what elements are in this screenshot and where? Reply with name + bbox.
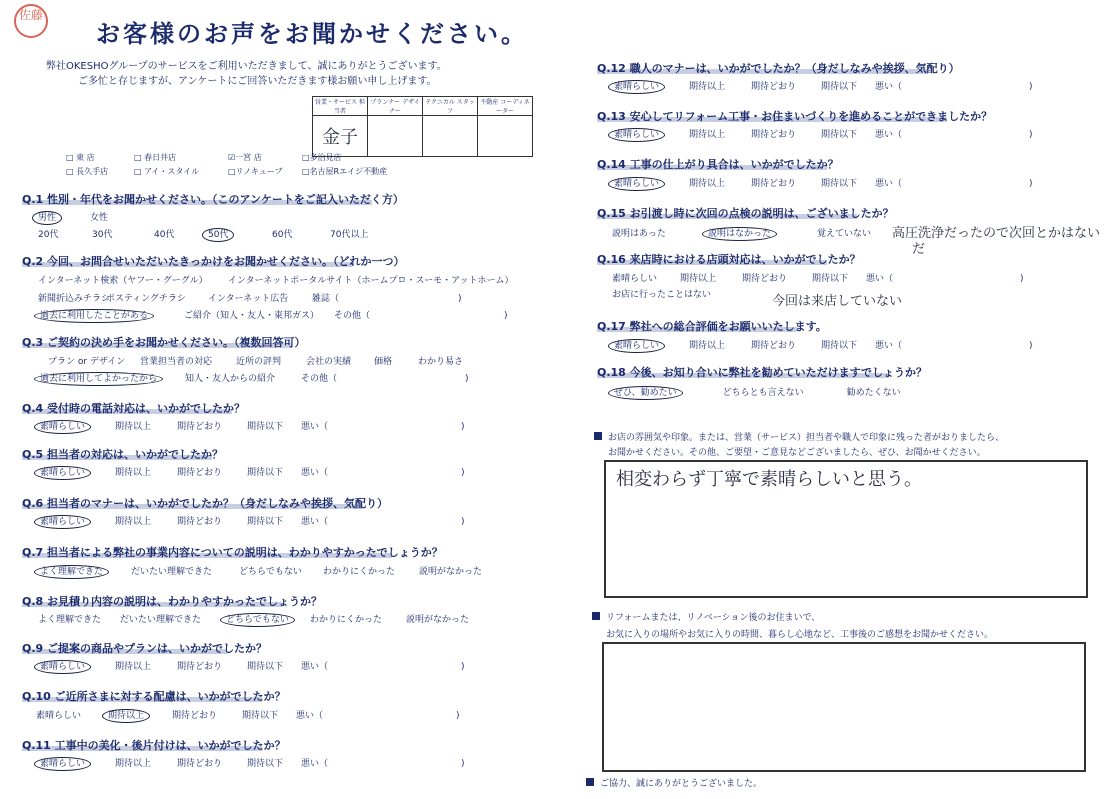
paren: ) xyxy=(1020,274,1024,284)
option[interactable]: 20代 xyxy=(38,230,59,240)
q9-label: Q.9 ご提案の商品やプランは、いかがでしたか？ xyxy=(22,642,268,655)
staff-table xyxy=(312,96,533,157)
option-selected[interactable]: どちらでもない xyxy=(220,613,295,627)
comment2-prompt: リフォームまたは、リノベーション後のお住まいで、 xyxy=(592,610,820,623)
q1-ages xyxy=(38,227,368,240)
option-selected[interactable]: 素晴らしい xyxy=(34,420,91,434)
option[interactable]: ポスティングチラシ xyxy=(106,294,186,304)
option[interactable]: 営業担当者の対応 xyxy=(140,357,213,367)
option[interactable]: 素晴らしい xyxy=(36,711,82,721)
option[interactable]: 期待以下 xyxy=(821,130,858,140)
q6-options xyxy=(40,514,465,527)
option[interactable]: 期待以下 xyxy=(247,468,284,478)
store-option[interactable]: □ 東 店 xyxy=(66,153,95,162)
q9-options xyxy=(40,659,465,672)
option[interactable]: わかり易さ xyxy=(418,357,464,367)
option[interactable]: わかりにくかった xyxy=(323,567,396,577)
option-selected[interactable]: 説明はなかった xyxy=(702,227,777,241)
option[interactable]: 60代 xyxy=(272,230,293,240)
q14-options xyxy=(614,176,1033,189)
option-selected[interactable]: 素晴らしい xyxy=(608,128,665,142)
seal-stamp xyxy=(14,4,48,38)
option[interactable]: よく理解できた xyxy=(38,615,102,625)
q15-handwritten-note-2: だ xyxy=(912,242,926,257)
option-selected[interactable]: 素晴らしい xyxy=(34,515,91,529)
paren: ) xyxy=(461,759,465,769)
q8-label: Q.8 お見積り内容の説明は、わかりやすかったでしょうか？ xyxy=(22,595,323,608)
q3-row1 xyxy=(48,354,463,367)
option[interactable]: その他（ xyxy=(301,374,338,384)
staff-header: 営業・サービス 担当者 xyxy=(313,97,368,116)
store-row-1 xyxy=(66,152,342,163)
option[interactable]: 期待以上 xyxy=(689,130,726,140)
option[interactable]: ご紹介（知人・友人・東邦ガス） xyxy=(184,311,320,321)
comment2-prompt-2: お気に入りの場所やお気に入りの時間、暮らし心地など、工事後のご感想をお聞かせください。 xyxy=(606,630,994,640)
store-row-2 xyxy=(66,166,387,177)
footer-thanks: ご協力、誠にありがとうございました。 xyxy=(586,776,762,789)
option-selected[interactable]: 過去に利用したことがある xyxy=(34,309,154,323)
store-option[interactable]: □ 長久手店 xyxy=(66,167,109,176)
option[interactable]: プラン or デザイン xyxy=(48,357,126,367)
option[interactable]: 期待以下 xyxy=(821,341,858,351)
option[interactable]: 期待以上 xyxy=(115,662,152,672)
q15-label: Q.15 お引渡し時に次回の点検の説明は、ございましたか？ xyxy=(597,207,894,220)
q15-handwritten-note: 高圧洗浄だったので次回とかはない xyxy=(892,226,1101,241)
option[interactable]: 期待以下 xyxy=(247,422,284,432)
staff-name: 金子 xyxy=(313,116,368,157)
option[interactable]: 期待どおり xyxy=(751,130,797,140)
paren: ) xyxy=(461,517,465,527)
option[interactable]: 期待以上 xyxy=(689,341,726,351)
q16-options xyxy=(612,271,1024,284)
option[interactable]: 期待以下 xyxy=(247,759,284,769)
paren: ) xyxy=(461,662,465,672)
paren: ) xyxy=(1029,179,1033,189)
option[interactable]: 期待以上 xyxy=(115,468,152,478)
q3-label: Q.3 ご契約の決め手をお聞かせください。（複数回答可） xyxy=(22,336,306,349)
option-selected[interactable]: ぜひ、勧めたい xyxy=(608,386,683,400)
q5-label: Q.5 担当者の対応は、いかがでしたか？ xyxy=(22,448,224,461)
q10-label: Q.10 ご近所さまに対する配慮は、いかがでしたか？ xyxy=(22,690,286,703)
paren: ) xyxy=(1029,82,1033,92)
option[interactable]: 期待どおり xyxy=(177,662,223,672)
q11-label: Q.11 工事中の美化・後片付けは、いかがでしたか？ xyxy=(22,739,286,752)
q2-row3 xyxy=(40,308,508,321)
comment1-prompt-2: お聞かせください。その他、ご要望・ご意見などございましたら、ぜひ、お聞かせください。 xyxy=(608,448,986,458)
store-option[interactable]: □ アイ・スタイル xyxy=(134,167,200,176)
option[interactable]: 悪い（ xyxy=(866,274,894,284)
store-option[interactable]: □リノキューブ xyxy=(228,167,283,176)
store-option[interactable]: □名古屋Rエイジ不動産 xyxy=(302,167,388,176)
option[interactable]: 覚えていない xyxy=(817,229,872,239)
option-selected[interactable]: 素晴らしい xyxy=(608,339,665,353)
option[interactable]: 素晴らしい xyxy=(612,274,658,284)
comment1-answer: 相変わらず丁寧で素晴らしいと思う。 xyxy=(616,469,922,490)
q3-row2 xyxy=(40,371,469,384)
option[interactable]: 期待以上 xyxy=(115,759,152,769)
square-bullet-icon xyxy=(586,778,594,786)
store-option[interactable]: □多治見店 xyxy=(302,153,342,162)
option[interactable]: 期待以下 xyxy=(821,82,858,92)
q11-options xyxy=(40,756,465,769)
option[interactable]: 会社の実績 xyxy=(306,357,352,367)
page-title: お客様のお声をお聞かせください。 xyxy=(96,20,528,48)
option[interactable]: 期待以上 xyxy=(115,517,152,527)
q4-label: Q.4 受付時の電話対応は、いかがでしたか？ xyxy=(22,402,246,415)
option-selected[interactable]: 素晴らしい xyxy=(608,177,665,191)
q12-options xyxy=(614,79,1033,92)
option[interactable]: 期待以上 xyxy=(680,274,717,284)
paren: ) xyxy=(461,422,465,432)
option[interactable]: 期待以上 xyxy=(115,422,152,432)
staff-header: 不動産 コーディネーター xyxy=(478,97,533,116)
comment2-box[interactable] xyxy=(602,642,1086,772)
option-selected[interactable]: 素晴らしい xyxy=(608,80,665,94)
option[interactable]: インターネットポータルサイト（ホームプロ・スーモ・アットホーム） xyxy=(228,276,514,286)
option[interactable]: 期待以下 xyxy=(812,274,849,284)
option[interactable]: 30代 xyxy=(92,230,113,240)
option[interactable]: 期待どおり xyxy=(172,711,218,721)
option-selected[interactable]: 過去に利用してよかったから xyxy=(34,372,163,386)
option[interactable]: 悪い（ xyxy=(301,468,329,478)
option[interactable]: 説明はあった xyxy=(612,229,666,239)
option[interactable]: 悪い（ xyxy=(301,517,329,527)
option[interactable]: その他（ xyxy=(334,311,371,321)
paren: ) xyxy=(465,374,469,384)
paren: ) xyxy=(1029,130,1033,140)
paren: ) xyxy=(504,311,508,321)
q16-extra-option[interactable]: お店に行ったことはない xyxy=(612,290,712,300)
q13-options xyxy=(614,127,1033,140)
option[interactable]: だいたい理解できた xyxy=(131,567,213,577)
q12-label: Q.12 職人のマナーは、いかがでしたか？（身だしなみや挨拶、気配り） xyxy=(597,62,960,75)
option[interactable]: 悪い（ xyxy=(875,82,903,92)
q16-handwritten-note: 今回は来店していない xyxy=(772,294,903,309)
option[interactable]: 悪い（ xyxy=(875,179,903,189)
option[interactable]: 説明がなかった xyxy=(406,615,470,625)
q17-options xyxy=(614,338,1033,351)
option[interactable]: 新聞折込みチラシ xyxy=(38,294,111,304)
option-selected[interactable]: 素晴らしい xyxy=(34,660,91,674)
q4-options xyxy=(40,419,465,432)
option-selected[interactable]: 期待以上 xyxy=(102,709,150,723)
staff-header: プランナー デザイナー xyxy=(368,97,423,116)
q5-options xyxy=(40,465,465,478)
q15-options xyxy=(612,226,871,239)
q14-label: Q.14 工事の仕上がり具合は、いかがでしたか？ xyxy=(597,158,839,171)
q2-row1 xyxy=(38,273,513,286)
option-selected[interactable]: よく理解できた xyxy=(34,565,109,579)
store-option[interactable]: □ 春日井店 xyxy=(134,153,177,162)
option[interactable]: 期待どおり xyxy=(177,422,223,432)
option[interactable]: 期待以下 xyxy=(242,711,279,721)
option[interactable]: 女性 xyxy=(90,213,109,223)
paren: ) xyxy=(1029,341,1033,351)
option[interactable]: 40代 xyxy=(154,230,175,240)
option[interactable]: わかりにくかった xyxy=(310,615,383,625)
option[interactable]: だいたい理解できた xyxy=(120,615,202,625)
paren: ) xyxy=(458,294,462,304)
q8-options xyxy=(38,612,469,625)
q10-options xyxy=(36,708,460,721)
option[interactable]: 期待どおり xyxy=(742,274,788,284)
comment1-prompt: お店の雰囲気や印象。または、営業（サービス）担当者や職人で印象に残った者がおりましたら、 xyxy=(594,430,1004,443)
option[interactable]: 悪い（ xyxy=(296,711,324,721)
option[interactable]: 期待どおり xyxy=(177,468,223,478)
q2-label: Q.2 今回、お問合せいただいたきっかけをお聞かせください。（どれか一つ） xyxy=(22,255,405,268)
option[interactable]: どちらでもない xyxy=(239,567,302,577)
option[interactable]: 期待以下 xyxy=(247,662,284,672)
intro-line-2: ご多忙と存じますが、アンケートにご回答いただきます様お願い申し上げます。 xyxy=(78,76,437,87)
option[interactable]: 悪い（ xyxy=(875,130,903,140)
q7-options xyxy=(40,564,482,577)
q18-options xyxy=(614,385,901,398)
q17-label: Q.17 弊社への総合評価をお願いいたします。 xyxy=(597,320,827,333)
seal-text: 佐藤 xyxy=(18,8,43,22)
option-selected[interactable]: 50代 xyxy=(202,228,234,242)
option[interactable]: 期待どおり xyxy=(751,341,797,351)
store-option[interactable]: ☑一宮 店 xyxy=(228,153,262,162)
option[interactable]: インターネット広告 xyxy=(208,294,289,304)
staff-header: テクニカル スタッフ xyxy=(423,97,478,116)
option[interactable]: 価格 xyxy=(374,357,393,367)
option[interactable]: インターネット検索（ヤフー・グーグル） xyxy=(38,276,208,286)
option[interactable]: 期待以下 xyxy=(247,517,284,527)
option[interactable]: 悪い（ xyxy=(875,341,903,351)
option[interactable]: 70代以上 xyxy=(330,230,369,240)
q7-label: Q.7 担当者による弊社の事業内容についての説明は、わかりやすかったでしょうか？ xyxy=(22,546,443,559)
square-bullet-icon xyxy=(592,612,600,620)
option[interactable]: 期待どおり xyxy=(751,82,797,92)
option[interactable]: 悪い（ xyxy=(301,759,329,769)
q2-row2 xyxy=(38,291,462,304)
intro-line-1: 弊社OKESHOグループのサービスをご利用いただきまして、誠にありがとうございます。 xyxy=(46,61,447,72)
option[interactable]: 知人・友人からの紹介 xyxy=(185,374,276,384)
q18-label: Q.18 今後、お知り合いに弊社を勧めていただけますでしょうか？ xyxy=(597,366,927,379)
option[interactable]: 雑誌（ xyxy=(312,294,340,304)
option[interactable]: 悪い（ xyxy=(301,662,329,672)
option-selected[interactable]: 素晴らしい xyxy=(34,757,91,771)
option-selected[interactable]: 男性 xyxy=(32,211,62,225)
option-selected[interactable]: 素晴らしい xyxy=(34,466,91,480)
q6-label: Q.6 担当者のマナーは、いかがでしたか？（身だしなみや挨拶、気配り） xyxy=(22,497,389,510)
q1-label: Q.1 性別・年代をお聞かせください。（このアンケートをご記入いただく方） xyxy=(22,193,404,206)
option[interactable]: どちらとも言えない xyxy=(722,388,804,398)
option[interactable]: 勧めたくない xyxy=(846,388,901,398)
option[interactable]: 悪い（ xyxy=(301,422,329,432)
option[interactable]: 期待どおり xyxy=(177,759,223,769)
q16-label: Q.16 来店時における店頭対応は、いかがでしたか？ xyxy=(597,253,861,266)
option[interactable]: 期待どおり xyxy=(751,179,797,189)
option[interactable]: 期待以上 xyxy=(689,82,726,92)
q1-gender xyxy=(38,210,108,223)
option[interactable]: 近所の評判 xyxy=(236,357,282,367)
paren: ) xyxy=(456,711,460,721)
option[interactable]: 期待以上 xyxy=(689,179,726,189)
q13-label: Q.13 安心してリフォーム工事・お住まいづくりを進めることができましたか？ xyxy=(597,110,993,123)
option[interactable]: 説明がなかった xyxy=(419,567,483,577)
option[interactable]: 期待以下 xyxy=(821,179,858,189)
option[interactable]: 期待どおり xyxy=(177,517,223,527)
paren: ) xyxy=(461,468,465,478)
square-bullet-icon xyxy=(594,432,602,440)
